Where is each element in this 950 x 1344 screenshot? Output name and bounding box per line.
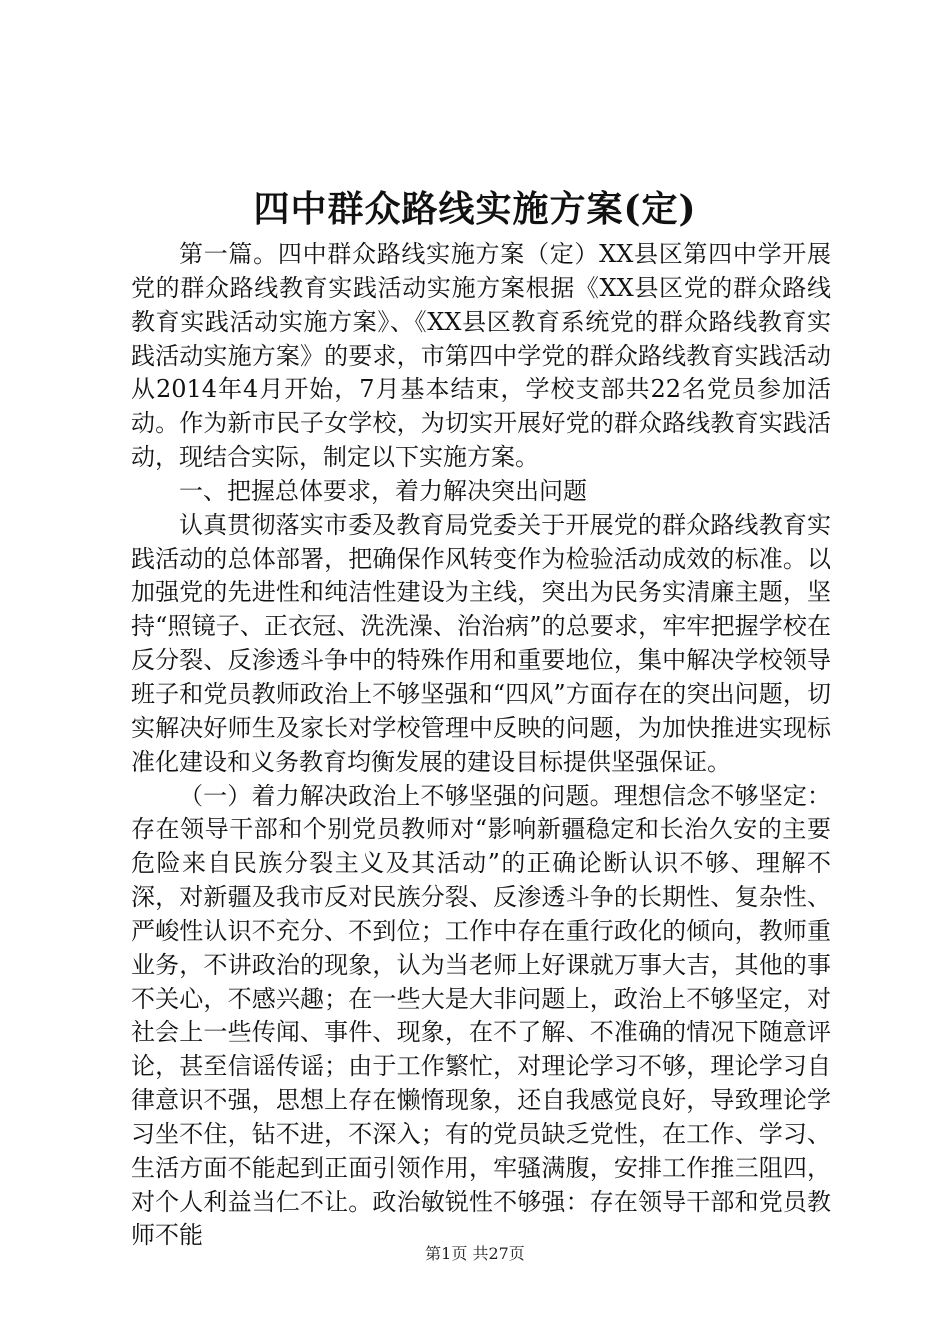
paragraph-political-issues: （一）着力解决政治上不够坚强的问题。理想信念不够坚定：存在领导干部和个别党员教师对“影响新疆稳定和长治久安的主要危险来自民族分裂主义及其活动”的正确论断认识不够、理解不深，对新疆及我市反对民族分裂、反渗透斗争的长期性、复杂性、严峻性认识不充分、不到位；工作中存在重行政化的倾向，教师重业务，不讲政治的现象，认为当老师上好课就万事大吉，其他的事不关心，不感兴趣；在一些大是大非问题上，政治上不够坚定，对社会上一些传闻、事件、现象，在不了解、不准确的情况下随意评论，甚至信谣传谣；由于工作繁忙，对理论学习不够，理论学习自律意识不强，思想上存在懒惰现象，还自我感觉良好，导致理论学习坐不住，钻不进，不深入；有的党员缺乏党性，在工作、学习、生活方面不能起到正面引领作用，牢骚满腹，安排工作推三阻四，对个人利益当仁不让。政治敏锐性不够强：存在领导干部和党员教师不能: [131, 781, 831, 1250]
section-heading: 一、把握总体要求，着力解决突出问题: [179, 476, 587, 505]
paragraph-intro: 第一篇。四中群众路线实施方案（定）XX县区第四中学开展党的群众路线教育实践活动实施方案根据《XX县区党的群众路线教育实践活动实施方案》、《XX县区教育系统党的群众路线教育实践活动实施方案》的要求，市第四中学党的群众路线教育实践活动从2014年4月开始，7月基本结束，学校支部共22名党员参加活动。作为新市民子女学校，为切实开展好党的群众路线教育实践活动，现结合实际，制定以下实施方案。: [131, 240, 831, 472]
document-title: 四中群众路线实施方案(定): [253, 188, 697, 230]
paragraph-requirements: 认真贯彻落实市委及教育局党委关于开展党的群众路线教育实践活动的总体部署，把确保作风转变作为检验活动成效的标准。以加强党的先进性和纯洁性建设为主线，突出为民务实清廉主题，坚持“照镜子、正衣冠、洗洗澡、治治病”的总要求，牢牢把握学校在反分裂、反渗透斗争中的特殊作用和重要地位，集中解决学校领导班子和党员教师政治上不够坚强和“四风”方面存在的突出问题，切实解决好师生及家长对学校管理中反映的问题，为加快推进实现标准化建设和义务教育均衡发展的建设目标提供坚强保证。: [131, 510, 831, 776]
page-number-footer: 第1页 共27页: [425, 1244, 525, 1263]
document-body: [131, 238, 831, 1253]
